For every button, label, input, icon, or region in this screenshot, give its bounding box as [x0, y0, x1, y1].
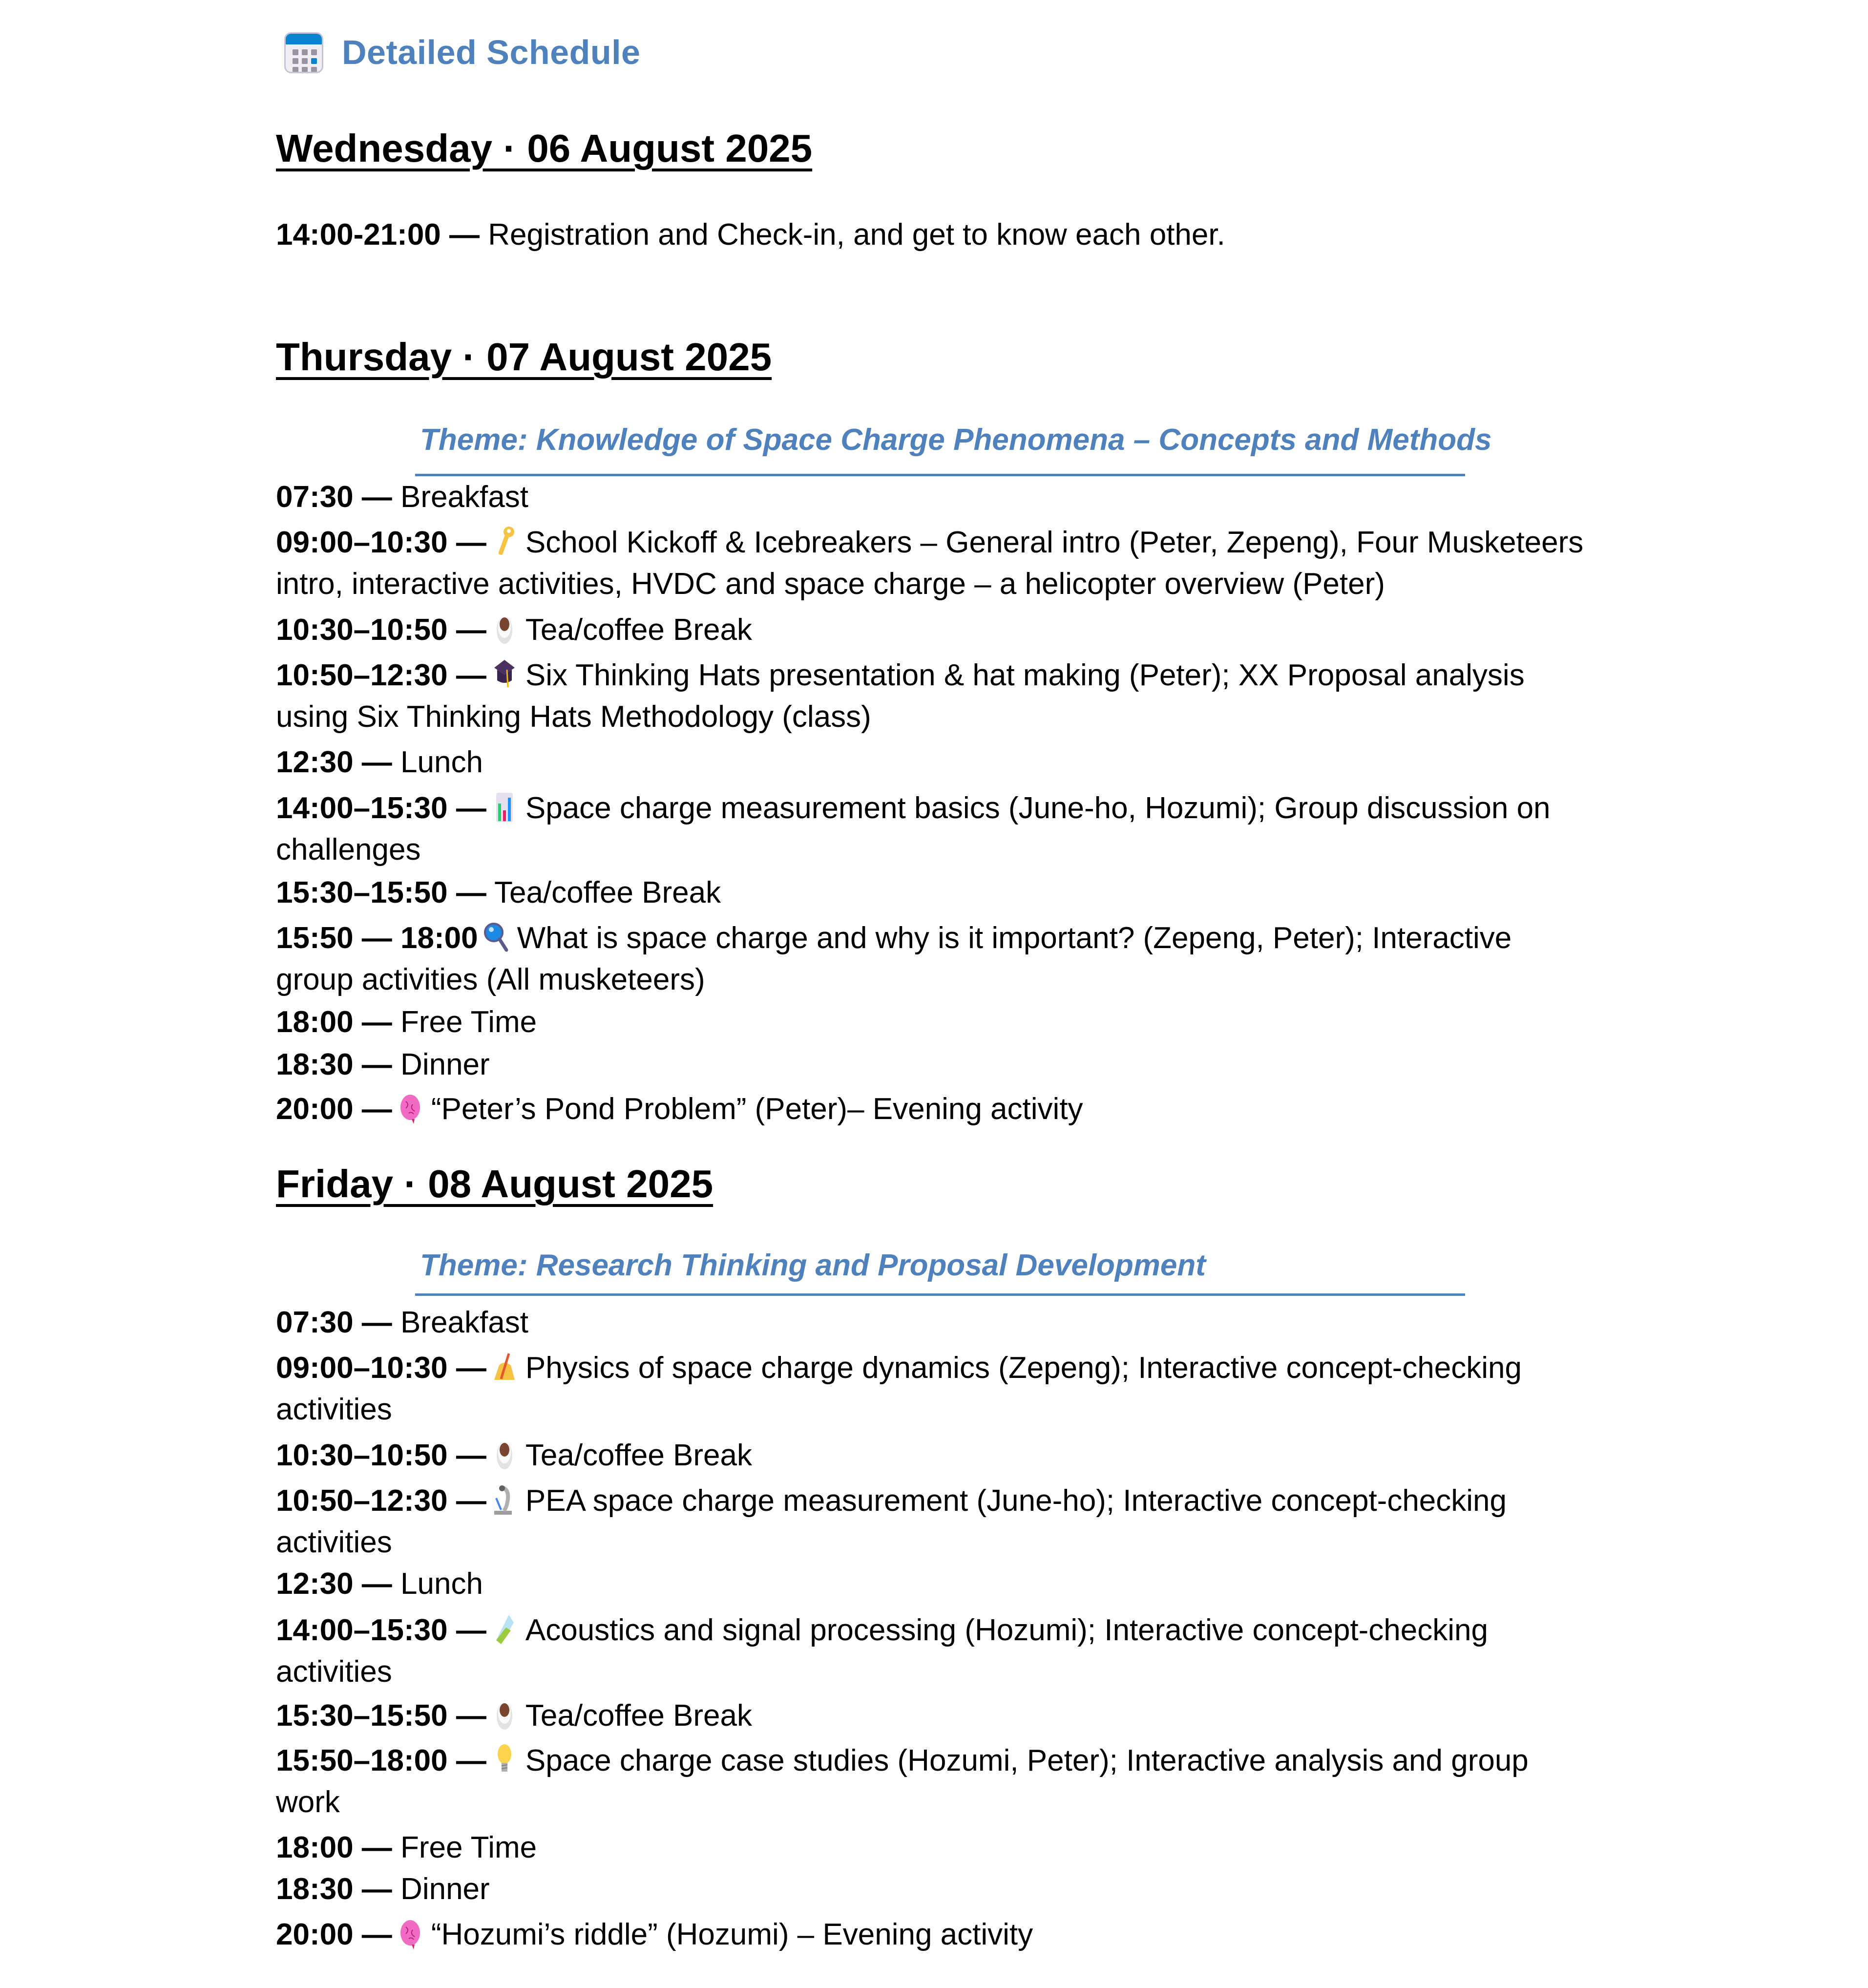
schedule-entry [276, 1480, 1595, 1563]
schedule-entry [276, 1695, 1595, 1736]
schedule-entry [276, 1827, 1595, 1868]
microscope-icon [489, 1483, 520, 1516]
test-tube-icon [489, 1613, 520, 1645]
day-heading-friday: Friday · 08 August 2025 [276, 1162, 714, 1205]
entry-text: Lunch [392, 745, 483, 779]
document-header [282, 30, 640, 74]
entry-time: 12:30 — [276, 1567, 392, 1601]
entry-text: PEA space charge measurement (June-ho); Interactive concept-checking activities [276, 1484, 1507, 1559]
schedule-entry [276, 476, 1595, 518]
entry-time: 09:00–10:30 — [276, 1351, 486, 1385]
entry-text: Breakfast [392, 480, 528, 514]
entry-time: 20:00 — [276, 1092, 392, 1126]
entry-time: 15:50–18:00 — [276, 1744, 486, 1777]
schedule-entry [276, 1088, 1595, 1130]
entry-time: 07:30 — [276, 1306, 392, 1339]
entry-time: 15:50 — 18:00 [276, 921, 478, 955]
entry-time: 18:00 — [276, 1831, 392, 1864]
schedule-entry [276, 917, 1595, 1000]
day-heading-wednesday: Wednesday · 06 August 2025 [276, 127, 813, 170]
schedule-entry [276, 609, 1595, 651]
magnifying-glass-icon [481, 921, 511, 953]
entry-text: Dinner [392, 1048, 490, 1081]
writing-hand-icon [489, 1351, 520, 1383]
day-heading-thursday: Thursday · 07 August 2025 [276, 335, 772, 379]
entry-time: 18:30 — [276, 1048, 392, 1081]
schedule-entry [276, 522, 1595, 605]
calendar-icon [282, 30, 325, 74]
schedule-entry [276, 1001, 1595, 1043]
entry-time: 15:30–15:50 — [276, 1699, 486, 1733]
entry-text: Dinner [392, 1872, 490, 1906]
schedule-entry [276, 872, 1595, 913]
entry-time: 18:30 — [276, 1872, 392, 1906]
schedule-entry [276, 1740, 1595, 1823]
entry-text: Tea/coffee Break [525, 613, 753, 647]
entry-time: 10:50–12:30 — [276, 1484, 486, 1518]
schedule-entry [276, 741, 1595, 783]
theme-divider [415, 1293, 1465, 1296]
schedule-entry [276, 1914, 1595, 1955]
entry-time: 10:50–12:30 — [276, 658, 486, 692]
schedule-entry [276, 1563, 1595, 1605]
entry-time: 14:00-21:00 — [276, 218, 480, 252]
brain-icon [395, 1917, 425, 1949]
entry-text: Space charge case studies (Hozumi, Peter); Interactive analysis and group work [276, 1744, 1529, 1819]
schedule-entry [276, 1609, 1595, 1692]
schedule-entry [276, 1868, 1595, 1910]
key-icon [489, 525, 520, 557]
entry-text: Lunch [392, 1567, 483, 1601]
entry-text: Registration and Check-in, and get to know each other. [480, 218, 1225, 252]
schedule-entry [276, 655, 1595, 738]
entry-text: Acoustics and signal processing (Hozumi); Interactive concept-checking activities [276, 1613, 1488, 1689]
entry-time: 10:30–10:50 — [276, 1438, 486, 1472]
graduation-cap-icon [489, 658, 520, 690]
entry-text: Six Thinking Hats presentation & hat making (Peter); XX Proposal analysis using Six Thinking Hats Methodology (class) [276, 658, 1525, 734]
entry-text: “Hozumi’s riddle” (Hozumi) – Evening activity [431, 1918, 1033, 1951]
entry-text: Tea/coffee Break [525, 1438, 753, 1472]
entry-text: “Peter’s Pond Problem” (Peter)– Evening activity [431, 1092, 1083, 1126]
coffee-icon [489, 613, 520, 645]
brain-icon [395, 1092, 425, 1124]
entry-text: Tea/coffee Break [525, 1699, 753, 1733]
schedule-entry [276, 1044, 1595, 1085]
entry-text: Breakfast [392, 1306, 528, 1339]
schedule-entry [276, 787, 1595, 870]
schedule-entry [276, 1302, 1595, 1343]
entry-time: 15:30–15:50 — [276, 876, 486, 909]
entry-text: Physics of space charge dynamics (Zepeng); Interactive concept-checking activities [276, 1351, 1522, 1426]
entry-text: Space charge measurement basics (June-ho, Hozumi); Group discussion on challenges [276, 791, 1551, 867]
coffee-icon [489, 1438, 520, 1470]
document-title: Detailed Schedule [342, 33, 641, 71]
entry-time: 09:00–10:30 — [276, 526, 486, 559]
light-bulb-icon [489, 1743, 520, 1776]
entry-time: 07:30 — [276, 480, 392, 514]
entry-text: Free Time [392, 1831, 537, 1864]
entry-time: 10:30–10:50 — [276, 613, 486, 647]
day-theme: Theme: Research Thinking and Proposal Development [420, 1248, 1206, 1282]
entry-text: School Kickoff & Icebreakers – General intro (Peter, Zepeng), Four Musketeers intro, interactive activities, HVDC and space charge – a helicopter overview (Peter) [276, 526, 1584, 601]
schedule-entry [276, 214, 1595, 255]
schedule-entry [276, 1347, 1595, 1430]
entry-time: 18:00 — [276, 1005, 392, 1039]
schedule-entry [276, 1435, 1595, 1476]
entry-time: 14:00–15:30 — [276, 791, 486, 825]
entry-text: Free Time [392, 1005, 537, 1039]
day-theme: Theme: Knowledge of Space Charge Phenomena – Concepts and Methods [420, 423, 1492, 457]
entry-time: 20:00 — [276, 1918, 392, 1951]
bar-chart-icon [489, 791, 520, 823]
entry-text: What is space charge and why is it important? (Zepeng, Peter); Interactive group activities (All musketeers) [276, 921, 1512, 996]
entry-time: 12:30 — [276, 745, 392, 779]
entry-text: Tea/coffee Break [486, 876, 721, 909]
coffee-icon [489, 1698, 520, 1731]
entry-time: 14:00–15:30 — [276, 1613, 486, 1647]
